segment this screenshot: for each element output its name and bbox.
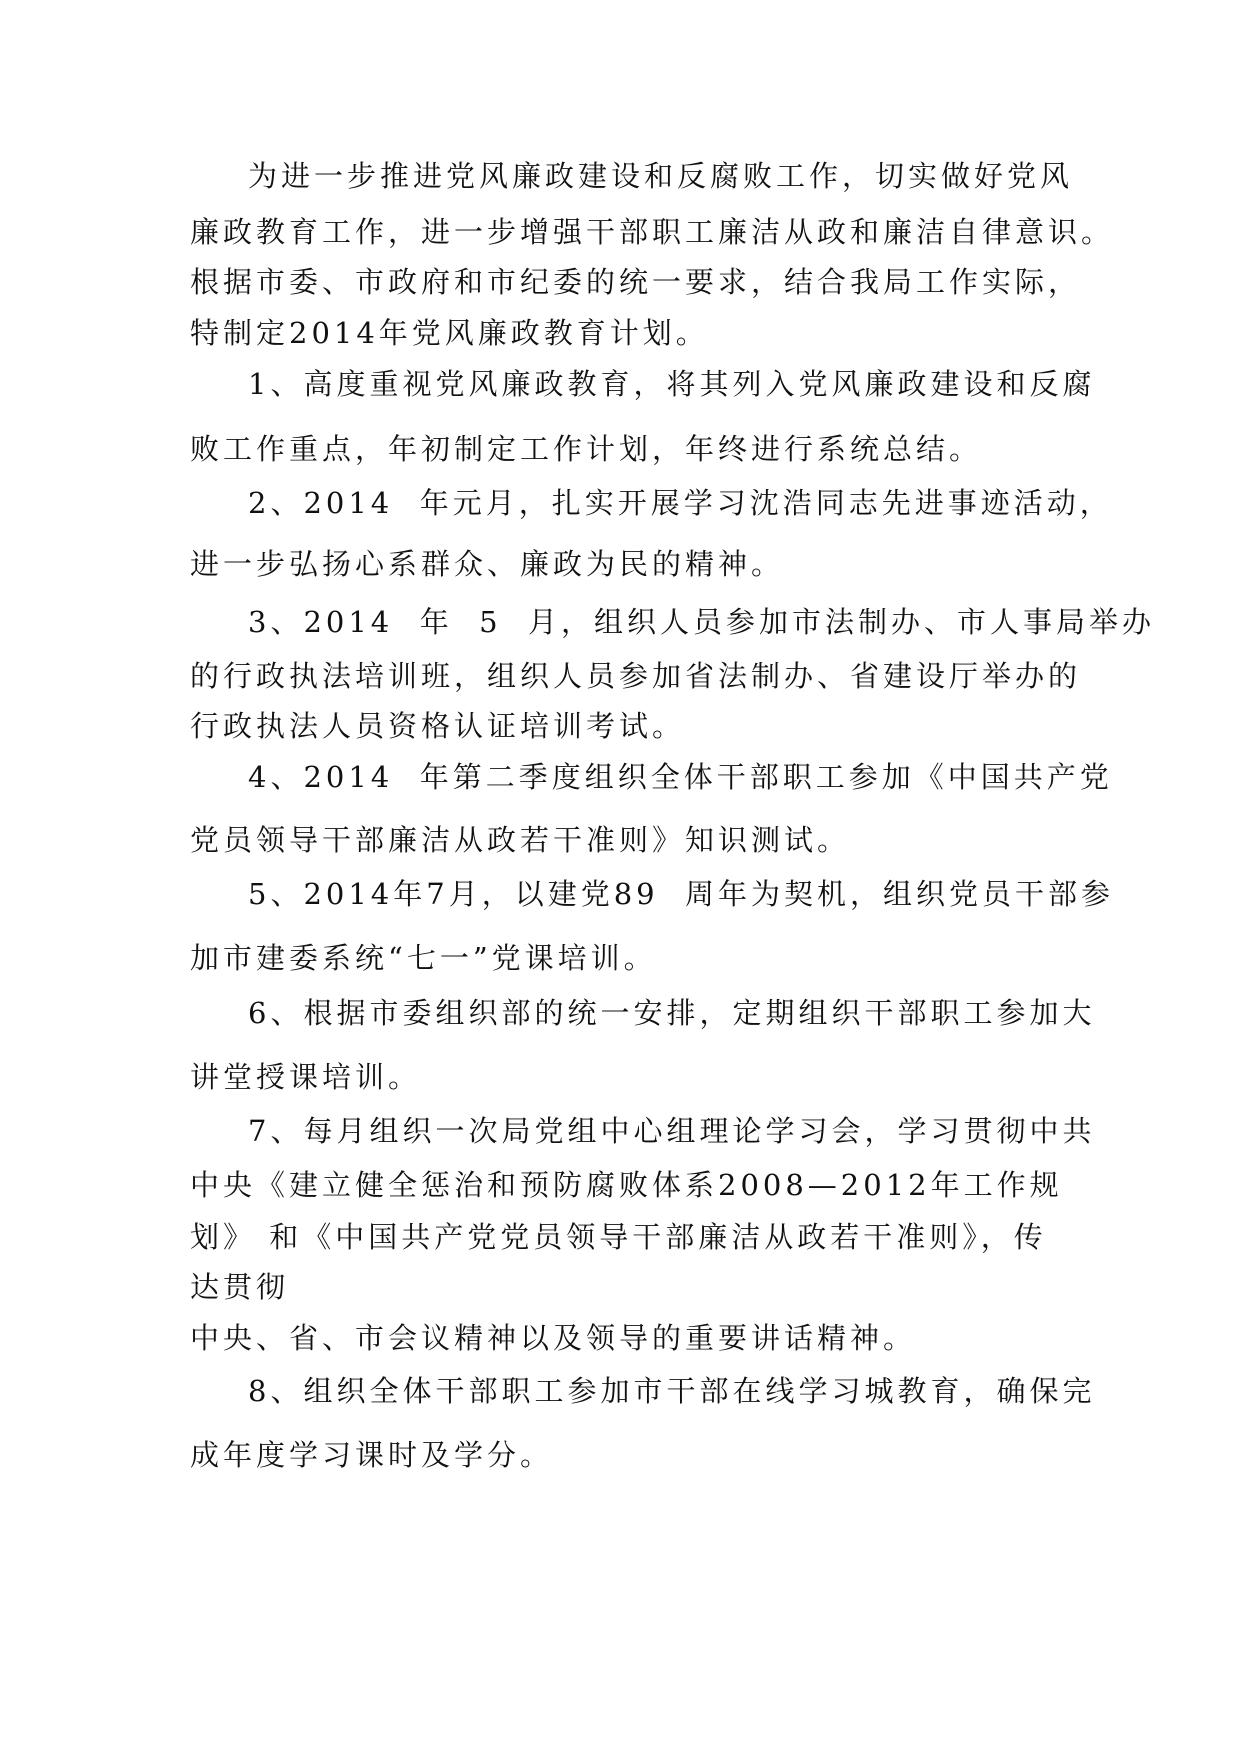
text-line: 中央《建立健全惩治和预防腐败体系2008—2012年工作规	[190, 1168, 1063, 1202]
text-line: 党员领导干部廉洁从政若干准则》知识测试。	[190, 823, 851, 857]
text-line: 行政执法人员资格认证培训考试。	[190, 709, 686, 743]
text-line: 讲堂授课培训。	[190, 1060, 422, 1094]
text-line: 的行政执法培训班，组织人员参加省法制办、省建设厅举办的	[190, 659, 1082, 693]
text-line: 败工作重点，年初制定工作计划，年终进行系统总结。	[190, 432, 983, 466]
text-line: 划》 和《中国共产党党员领导干部廉洁从政若干准则》，传	[190, 1220, 1047, 1254]
text-line: 廉政教育工作，进一步增强干部职工廉洁从政和廉洁自律意识。	[190, 215, 1115, 249]
text-line: 根据市委、市政府和市纪委的统一要求，结合我局工作实际，	[190, 265, 1082, 299]
text-line: 特制定2014年党风廉政教育计划。	[190, 316, 709, 350]
text-line: 中央、省、市会议精神以及领导的重要讲话精神。	[190, 1321, 917, 1355]
text-line: 6、根据市委组织部的统一安排，定期组织干部职工参加大	[248, 996, 1096, 1030]
text-line: 7、每月组织一次局党组中心组理论学习会，学习贯彻中共	[248, 1114, 1096, 1148]
text-line: 2、2014 年元月，扎实开展学习沈浩同志先进事迹活动，	[248, 486, 1113, 520]
text-line: 4、2014 年第二季度组织全体干部职工参加《中国共产党	[248, 760, 1113, 794]
text-line: 1、高度重视党风廉政教育，将其列入党风廉政建设和反腐	[248, 367, 1096, 401]
text-line: 成年度学习课时及学分。	[190, 1438, 554, 1472]
text-line: 5、2014年7月，以建党89 周年为契机，组织党员干部参	[248, 877, 1115, 911]
text-line: 3、2014 年 5 月，组织人员参加市法制办、市人事局举办	[248, 605, 1156, 639]
text-line: 加市建委系统“七一”党课培训。	[190, 941, 657, 975]
text-line: 进一步弘扬心系群众、廉政为民的精神。	[190, 547, 785, 581]
text-line: 达贯彻	[190, 1270, 290, 1304]
text-line: 为进一步推进党风廉政建设和反腐败工作，切实做好党风	[248, 159, 1074, 193]
text-line: 8、组织全体干部职工参加市干部在线学习城教育，确保完	[248, 1374, 1096, 1408]
